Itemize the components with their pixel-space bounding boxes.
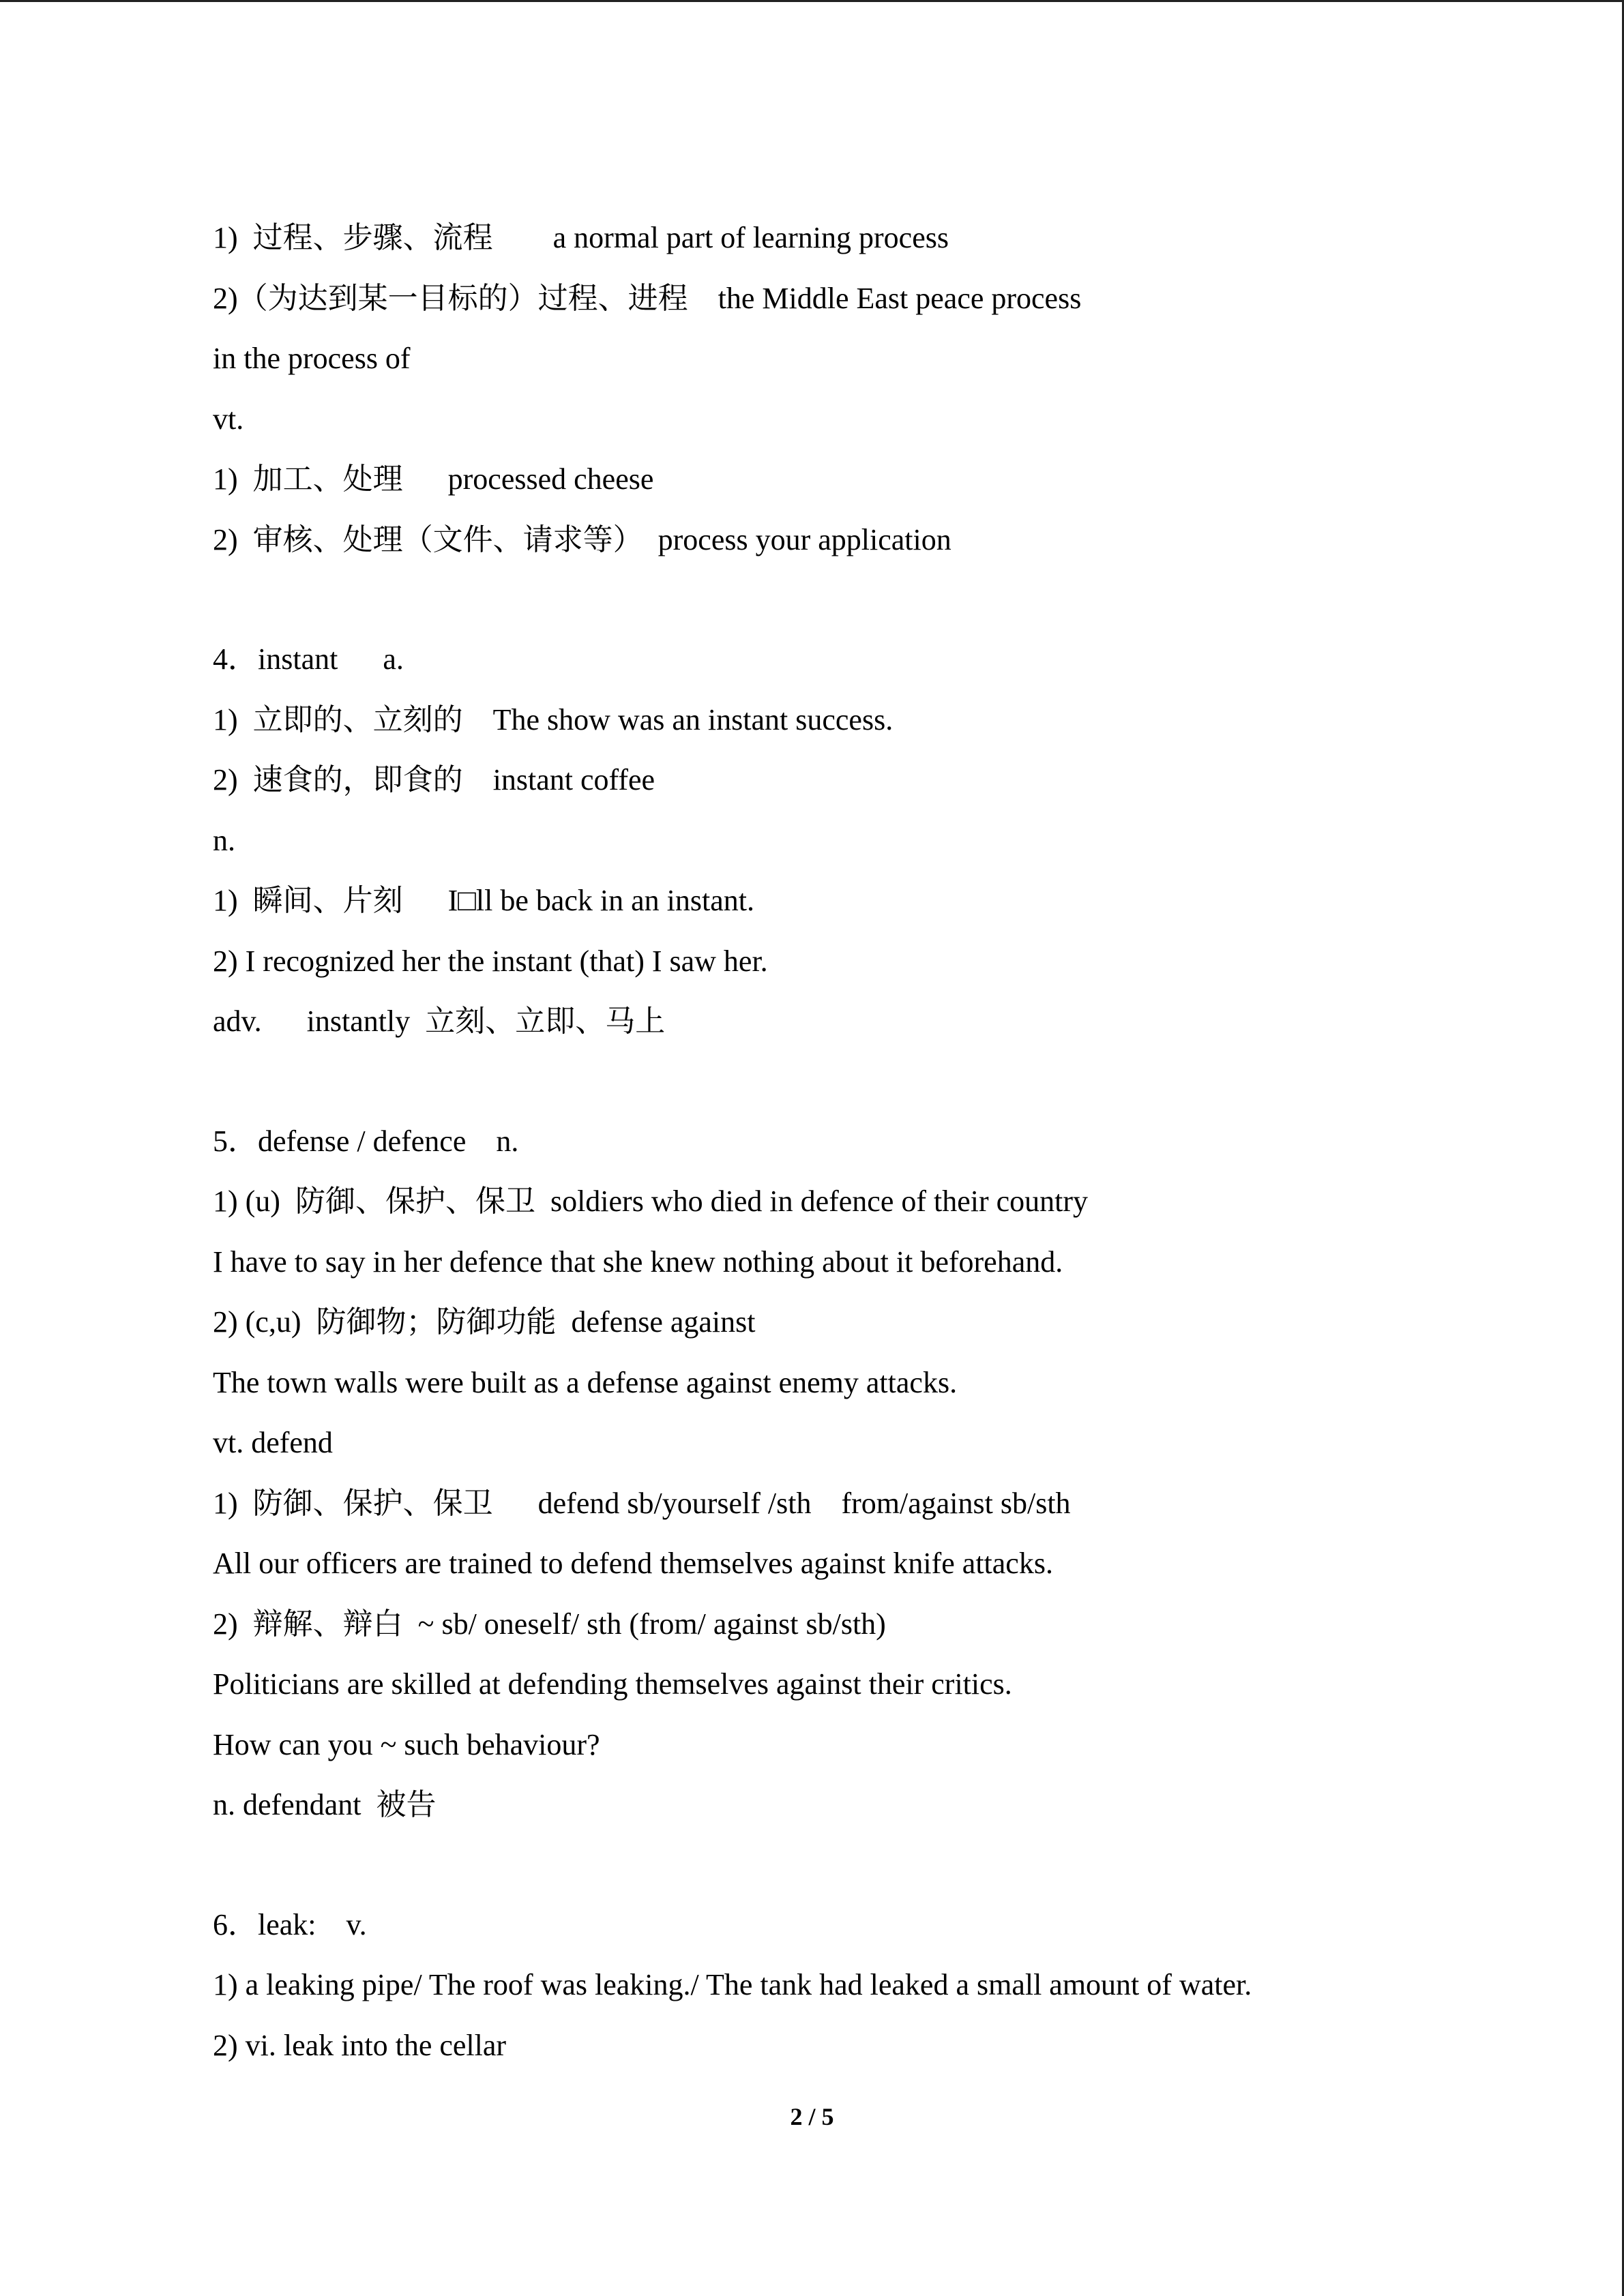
text-line: Politicians are skilled at defending themselves against their critics. [213, 1667, 1012, 1701]
text-line: vt. [213, 402, 244, 436]
text-line: 1) 过程、步骤、流程 a normal part of learning process [213, 221, 949, 254]
text-line: 2) I recognized her the instant (that) I saw her. [213, 944, 768, 978]
entry-heading: 6．leak: v. [213, 1907, 367, 1941]
text-line: 2) 审核、处理（文件、请求等） process your application [213, 522, 951, 556]
text-line: n. [213, 823, 235, 857]
section-spacer [213, 1052, 1509, 1112]
section-instant [213, 629, 1509, 1052]
section-spacer [213, 1836, 1509, 1895]
entry-heading: 5．defense / defence n. [213, 1124, 519, 1158]
text-line: 2) (c,u) 防御物；防御功能 defense against [213, 1305, 756, 1339]
page-content [213, 208, 1509, 2076]
section-process [213, 208, 1509, 570]
text-line: 1) a leaking pipe/ The roof was leaking./ The tank had leaked a small amount of water. [213, 1968, 1252, 2001]
section-leak [213, 1895, 1509, 2076]
text-line: adv. instantly 立刻、立即、马上 [213, 1004, 666, 1038]
text-line: 2) 辩解、辩白 ~ sb/ oneself/ sth (from/ against sb/sth) [213, 1607, 886, 1641]
text-line: 2) vi. leak into the cellar [213, 2028, 507, 2062]
text-line: The town walls were built as a defense against enemy attacks. [213, 1365, 958, 1399]
page-number: 2 / 5 [790, 2103, 834, 2130]
text-line: vt. defend [213, 1426, 333, 1459]
text-line: 2)（为达到某一目标的）过程、进程 the Middle East peace process [213, 281, 1082, 315]
text-line: 1) 加工、处理 processed cheese [213, 462, 654, 496]
text-line: in the process of [213, 342, 411, 375]
section-defense [213, 1112, 1509, 1836]
text-line: 1) (u) 防御、保护、保卫 soldiers who died in defence of their country [213, 1184, 1089, 1218]
text-line: 1) 瞬间、片刻 I□ll be back in an instant. [213, 884, 754, 917]
text-line: How can you ~ such behaviour? [213, 1727, 600, 1761]
entry-heading: 4．instant a. [213, 642, 404, 676]
section-spacer [213, 570, 1509, 629]
text-line: I have to say in her defence that she knew nothing about it beforehand. [213, 1244, 1063, 1279]
text-line: 2) 速食的，即食的 instant coffee [213, 763, 655, 796]
text-line: All our officers are trained to defend themselves against knife attacks. [213, 1547, 1053, 1580]
text-line: 1) 立即的、立刻的 The show was an instant success. [213, 702, 894, 736]
text-line: 1) 防御、保护、保卫 defend sb/yourself /sth from/against sb/sth [213, 1486, 1071, 1520]
text-line: n. defendant 被告 [213, 1788, 437, 1821]
